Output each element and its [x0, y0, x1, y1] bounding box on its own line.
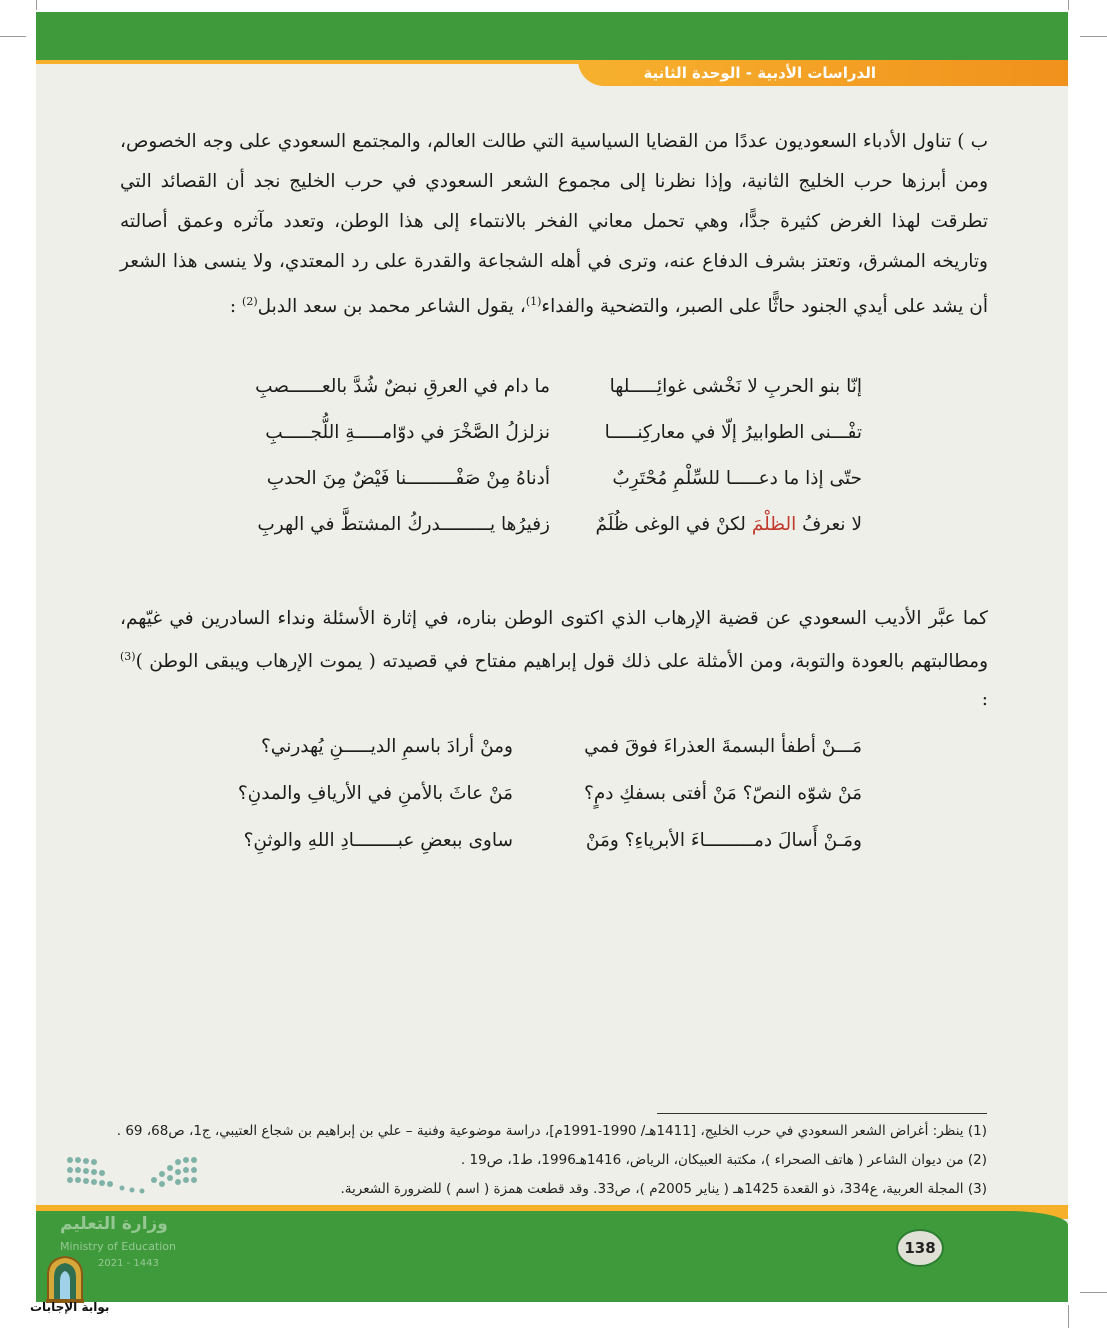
- verse-hemistich: مَنْ عاثَ بالأمنِ في الأريافِ والمدنِ؟: [237, 783, 513, 804]
- unit-title: الدراسات الأدبية - الوحدة الثانية: [643, 64, 876, 82]
- page-number: 138: [896, 1229, 944, 1267]
- footnote-ref: (3): [120, 650, 136, 663]
- top-banner: [36, 12, 1068, 60]
- verse-hemistich: مَنْ شوّه النصّ؟ مَنْ أفتى بسفكِ دمٍ؟: [584, 783, 862, 804]
- verse-hemistich: مَـــنْ أطفأ البسمةَ العذراءَ فوقَ فمي: [584, 736, 862, 757]
- footnote-3: (3) المجلة العربية، ع334، ذو القعدة 1425هـ ( يناير 2005م )، ص33. وقد قطعت همزة ( اسم ) للضرورة الشعرية.: [340, 1181, 987, 1197]
- unit-header: [578, 60, 1068, 86]
- ministry-name-ar: وزارة التعليم: [60, 1214, 168, 1234]
- verse-hemistich: نزلزلُ الصَّخْرَ في دوّامـــــةِ اللُّجـــــبِ: [265, 422, 550, 443]
- paragraph-text: :: [981, 689, 988, 711]
- verse-hemistich: ومنْ أرادَ باسمِ الديـــــنِ يُهدرني؟: [260, 736, 513, 757]
- paragraph-text: ، يقول الشاعر محمد بن سعد الدبل: [257, 296, 526, 318]
- ministry-logo-icon: [62, 1152, 202, 1202]
- verse-hemistich: ومَـنْ أَسالَ دمـــــــــاءَ الأبرياءِ؟ ومَنْ: [585, 830, 862, 851]
- footnote-ref: (2): [242, 295, 258, 308]
- watermark-text: بوابة الإجابات: [30, 1300, 110, 1314]
- verse-hemistich: ساوى ببعضِ عبــــــــادِ اللهِ والوثنِ؟: [243, 830, 513, 851]
- crop-mark: [36, 0, 37, 10]
- crop-mark: [0, 36, 26, 37]
- verse-hemistich: أدناهُ مِنْ صَفْـــــــــنا فَيْضٌ مِنَ الحدبِ: [266, 468, 550, 489]
- verse-hemistich: [596, 514, 862, 535]
- verse-text: لا نعرفُ: [796, 514, 862, 535]
- paragraph-gulf-war: [120, 122, 988, 327]
- verse-hemistich: إنّا بنو الحربِ لا نَخْشى غوائِـــــلها: [609, 376, 862, 397]
- verse-hemistich: زفيرُها يـــــــــدركُ المشتطَّ في الهربِ: [257, 514, 550, 535]
- highlighted-word: الظلْمَ: [751, 514, 797, 535]
- watermark-logo-icon: [44, 1255, 86, 1303]
- verse-hemistich: تفْـــنى الطوابيرُ إلّا في معاركِنـــــا: [604, 422, 862, 443]
- ministry-year: 2021 - 1443: [98, 1258, 159, 1269]
- paragraph-text: ب ) تناول الأدباء السعوديون عددًا من القضايا السياسية التي طالت العالم، والمجتمع السعودي على وجه الخصوص، ومن أبرزها حرب الخليج الثانية، وإذا نظرنا إلى مجموع الشعر السعودي في حرب الخليج نجد أن القصائد التي تطرقت لهذا الغرض كثيرة جدًّا، وهي تحمل معاني الفخر بالانتماء إلى هذا الوطن، وتعدد مآثره وعمق أصالته وتاريخه المشرق، وتعتز بشرف الدفاع عنه، وترى في أهله الشجاعة والقدرة على رد المعتدي، ولا ينسى هذا الشعر أن يشد على أيدي الجنود حاثًّا على الصبر، والتضحية والفداء: [120, 131, 988, 318]
- footnote-1: (1) ينظر: أغراض الشعر السعودي في حرب الخليج، [1411هـ/ 1990-1991م]، دراسة موضوعية وفنية – علي بن إبراهيم بن شجاع العتيبي، ج1، ص68، 69 .: [116, 1123, 987, 1139]
- paragraph-text: :: [229, 296, 243, 318]
- verse-hemistich: ما دام في العرقِ نبضٌ شُدَّ بالعــــــصبِ: [255, 376, 550, 397]
- crop-mark: [1080, 1292, 1107, 1293]
- footnote-2: (2) من ديوان الشاعر ( هاتف الصحراء )، مكتبة العبيكان، الرياض، 1416هـ1996، ط1، ص19 .: [460, 1152, 987, 1168]
- verse-hemistich: حتّى إذا ما دعـــــا للسِّلْمِ مُحْتَرِبٌ: [612, 468, 862, 489]
- footnote-divider: [657, 1113, 987, 1114]
- paragraph-terrorism: [120, 600, 988, 719]
- crop-mark: [1068, 1305, 1069, 1328]
- crop-mark: [1080, 36, 1107, 37]
- footnote-ref: (1): [525, 295, 542, 308]
- paragraph-text: كما عبَّر الأديب السعودي عن قضية الإرهاب الذي اكتوى الوطن بناره، في إثارة الأسئلة ونداء السادرين في غيّهم، ومطالبتهم بالعودة والتوبة، ومن الأمثلة على ذلك قول إبراهيم مفتاح في قصيدته ( يموت الإرهاب ويبقى الوطن ): [120, 608, 988, 673]
- verse-text: لكنْ في الوغى ظُلَمٌ: [595, 514, 752, 535]
- ministry-name-en: Ministry of Education: [60, 1240, 177, 1253]
- crop-mark: [1068, 0, 1069, 10]
